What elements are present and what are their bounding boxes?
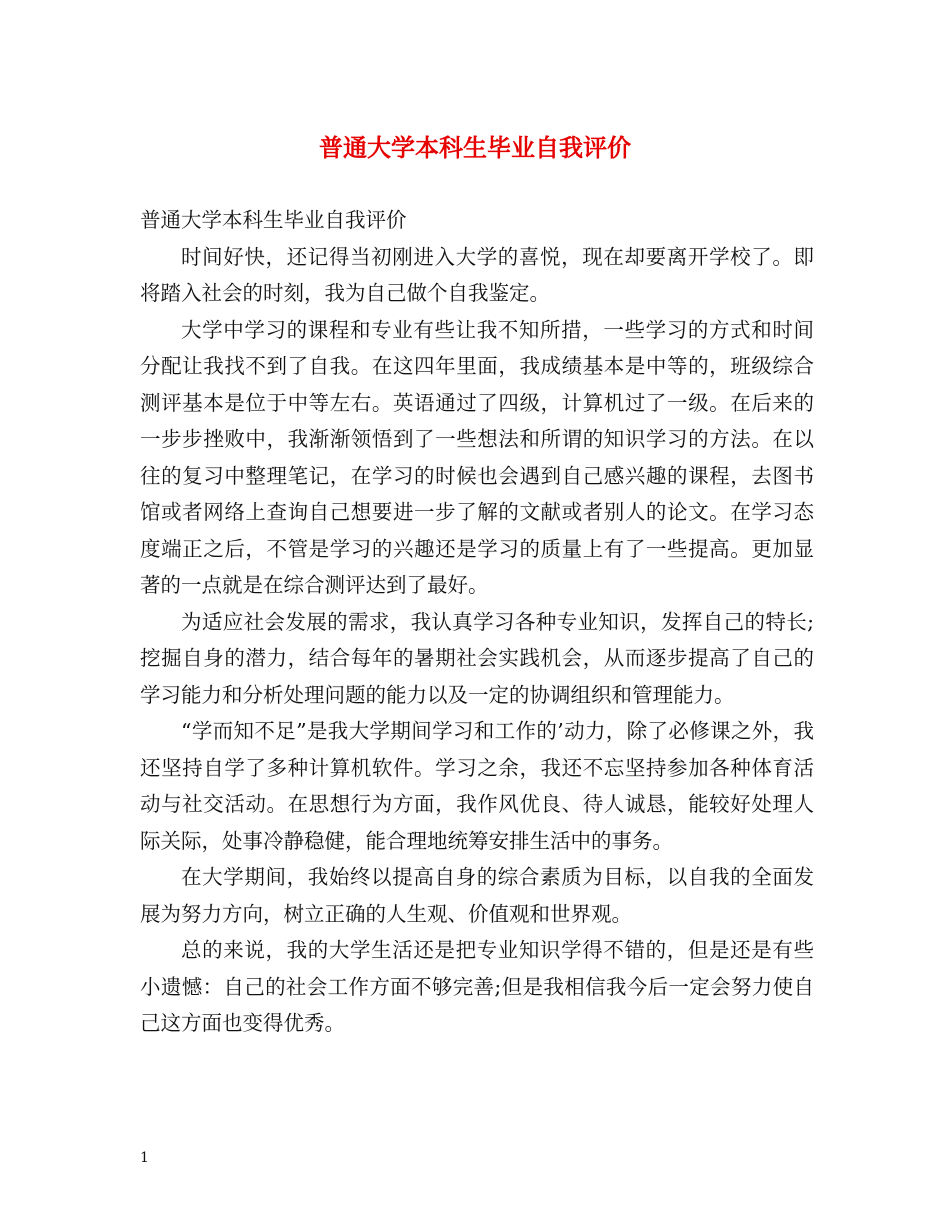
- paragraph-1: 时间好快，还记得当初刚进入大学的喜悦，现在却要离开学校了。即将踏入社会的时刻，我为自己做个自我鉴定。: [140, 244, 814, 305]
- paragraph-2: 大学中学习的课程和专业有些让我不知所措，一些学习的方式和时间分配让我找不到了自我。在这四年里面，我成绩基本是中等的，班级综合测评基本是位于中等左右。英语通过了四级，计算机过了一级。在后来的一步步挫败中，我渐渐领悟到了一些想法和所谓的知识学习的方法。在以往的复习中整理笔记，在学习的时候也会遇到自己感兴趣的课程，去图书馆或者网络上查询自己想要进一步了解的文献或者别人的论文。在学习态度端正之后，不管是学习的兴趣还是学习的质量上有了一些提高。更加显著的一点就是在综合测评达到了最好。: [140, 317, 814, 597]
- paragraph-4: “学而知不足”是我大学期间学习和工作的’动力，除了必修课之外，我还坚持自学了多种计算机软件。学习之余，我还不忘坚持参加各种体育活动与社交活动。在思想行为方面，我作风优良、待人诚恳，能较好处理人际关际，处事冷静稳健，能合理地统筹安排生活中的事务。: [140, 719, 814, 853]
- page-number: 1: [140, 1150, 149, 1166]
- document-body: [140, 202, 814, 1042]
- document-title: 普通大学本科生毕业自我评价: [319, 134, 631, 162]
- paragraph-6: 总的来说，我的大学生活还是把专业知识学得不错的，但是还是有些小遗憾：自己的社会工作方面不够完善;但是我相信我今后一定会努力使自己这方面也变得优秀。: [140, 938, 814, 1035]
- paragraph-3: 为适应社会发展的需求，我认真学习各种专业知识，发挥自己的特长;挖掘自身的潜力，结合每年的暑期社会实践机会，从而逐步提高了自己的学习能力和分析处理问题的能力以及一定的协调组织和管理能力。: [140, 609, 814, 707]
- paragraph-heading: 普通大学本科生毕业自我评价: [140, 208, 407, 232]
- paragraph-5: 在大学期间，我始终以提高自身的综合素质为目标，以自我的全面发展为努力方向，树立正确的人生观、价值观和世界观。: [140, 865, 814, 926]
